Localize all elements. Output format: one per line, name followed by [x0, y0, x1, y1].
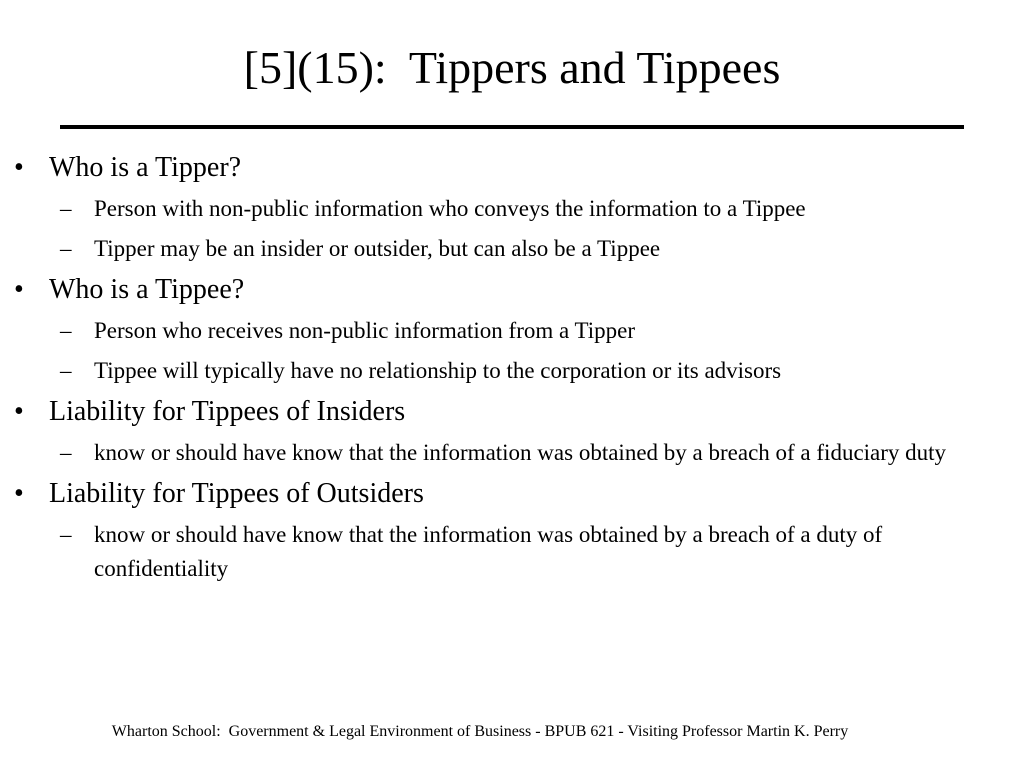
- bullet-item: [0, 394, 1024, 430]
- bullet-text: Liability for Tippees of Outsiders: [49, 478, 424, 509]
- sub-item: [0, 436, 1024, 470]
- bullet-text: Liability for Tippees of Insiders: [49, 396, 406, 427]
- bullet-text: Who is a Tipper?: [49, 152, 242, 183]
- sub-text: know or should have know that the information was obtained by a breach of a duty of confidentiality: [94, 522, 883, 581]
- sub-item: [0, 354, 1024, 388]
- bullet-item: [0, 150, 1024, 186]
- dash-marker: –: [60, 196, 72, 221]
- dash-marker: –: [60, 522, 72, 547]
- bullet-marker: •: [14, 396, 24, 427]
- bullet-marker: •: [14, 274, 24, 305]
- sub-text: Person with non-public information who conveys the information to a Tippee: [94, 196, 806, 221]
- dash-marker: –: [60, 318, 72, 343]
- sub-item: [0, 232, 1024, 266]
- sub-list: [0, 192, 1024, 266]
- bullet-text: Who is a Tippee?: [49, 274, 245, 305]
- sub-list: [0, 436, 1024, 470]
- sub-item: [0, 518, 1024, 586]
- bullet-marker: •: [14, 152, 24, 183]
- slide-content: [0, 150, 1024, 592]
- sub-text: Tipper may be an insider or outsider, but can also be a Tippee: [94, 236, 661, 261]
- sub-list: [0, 314, 1024, 388]
- sub-item: [0, 192, 1024, 226]
- slide-title: [5](15): Tippers and Tippees: [243, 42, 781, 93]
- bullet-marker: •: [14, 478, 24, 509]
- dash-marker: –: [60, 358, 72, 383]
- bullet-item: [0, 476, 1024, 512]
- bullet-item: [0, 272, 1024, 308]
- sub-text: Tippee will typically have no relationship to the corporation or its advisors: [94, 358, 782, 383]
- sub-text: Person who receives non-public information from a Tipper: [94, 318, 636, 343]
- dash-marker: –: [60, 440, 72, 465]
- sub-item: [0, 314, 1024, 348]
- title-underline: [60, 125, 964, 129]
- slide-footer: Wharton School: Government & Legal Environment of Business - BPUB 621 - Visiting Professor Martin K. Perry: [111, 723, 849, 740]
- sub-list: [0, 518, 1024, 586]
- dash-marker: –: [60, 236, 72, 261]
- sub-text: know or should have know that the information was obtained by a breach of a fiduciary duty: [94, 440, 947, 465]
